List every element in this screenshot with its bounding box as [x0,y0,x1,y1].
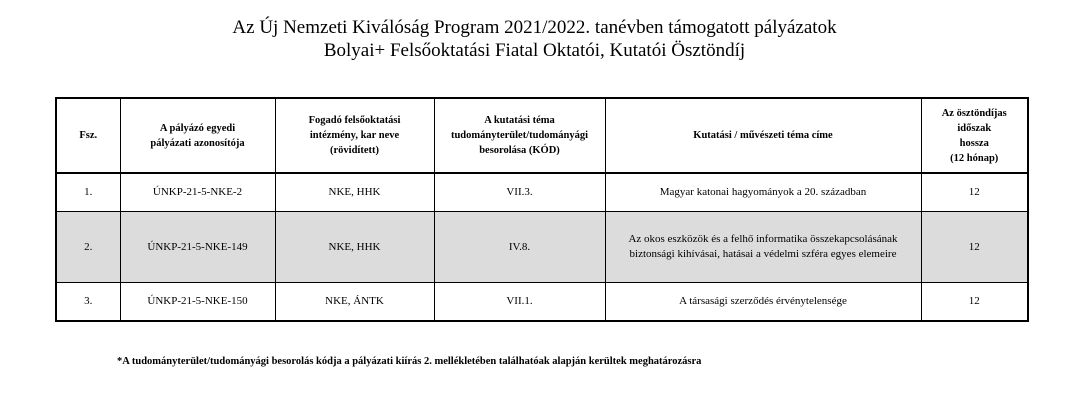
field-code: VII.3. [434,173,605,212]
header-cell [434,98,605,173]
header-line: Kutatási / művészeti téma címe [693,130,833,141]
title-line-1: Az Új Nemzeti Kiválóság Program 2021/2022. tanévben támogatott pályázatok [232,17,837,38]
header-cell [275,98,434,173]
applicant-id: ÚNKP-21-5-NKE-149 [120,212,275,283]
topic-line: Magyar katonai hagyományok a 20. században [659,186,867,198]
header-line: Fsz. [79,130,98,141]
duration: 12 [921,212,1028,283]
topic-title [605,212,921,283]
header-line: intézmény, kar neve [309,130,400,141]
header-line: hossza [959,137,989,149]
institution: NKE, ÁNTK [275,283,434,322]
institution: NKE, HHK [275,173,434,212]
institution: NKE, HHK [275,212,434,283]
header-line: A pályázó egyedi [159,122,236,134]
topic-title [605,283,921,322]
header-line: Az ösztöndíjas időszak [941,107,1007,134]
applicant-id: ÚNKP-21-5-NKE-150 [120,283,275,322]
header-line: A kutatási téma [484,115,555,126]
grant-table [55,97,1029,322]
row-number: 3. [56,283,120,322]
header-line: pályázati azonosítója [150,137,245,149]
topic-line: biztonsági kihívásai, hatásai a védelmi szféra egyes elemeire [629,248,897,260]
header-cell [921,98,1028,173]
header-cell [605,98,921,173]
table-row [56,212,1028,283]
row-number: 2. [56,212,120,283]
duration: 12 [921,173,1028,212]
topic-line: A társasági szerződés érvénytelensége [679,295,847,307]
header-cell [120,98,275,173]
table-row [56,283,1028,322]
header-cell [56,98,120,173]
table-row [56,173,1028,212]
footnote: *A tudományterület/tudományági besorolás kódja a pályázati kiírás 2. mellékletében találhatóak alapján kerültek meghatározásra [117,356,702,367]
row-number: 1. [56,173,120,212]
table-header-row [56,98,1028,173]
header-line: tudományterület/tudományági [450,130,589,141]
topic-title [605,173,921,212]
field-code: IV.8. [434,212,605,283]
header-line: (12 hónap) [950,152,999,164]
document-title [0,16,1069,62]
header-line: (rövidített) [330,145,379,156]
header-line: Fogadó felsőoktatási [308,115,401,126]
applicant-id: ÚNKP-21-5-NKE-2 [120,173,275,212]
header-line: besorolása (KÓD) [479,145,560,156]
title-line-2: Bolyai+ Felsőoktatási Fiatal Oktatói, Kutatói Ösztöndíj [323,40,746,61]
topic-line: Az okos eszközök és a felhő informatika összekapcsolásának [628,233,898,245]
field-code: VII.1. [434,283,605,322]
duration: 12 [921,283,1028,322]
